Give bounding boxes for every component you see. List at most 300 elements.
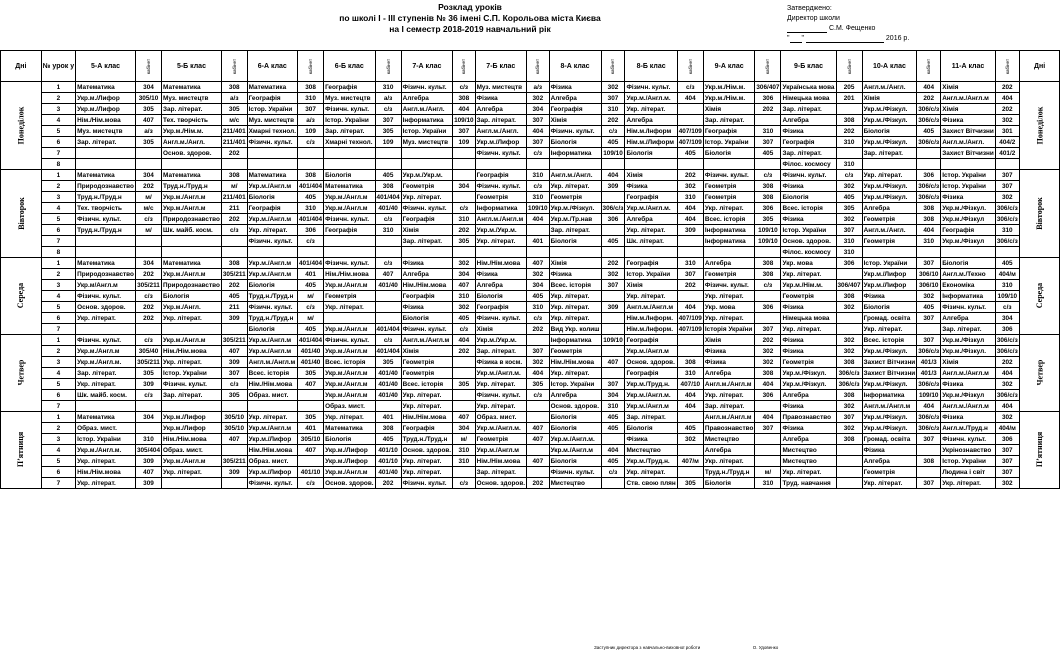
subject-cell: Укр. літерат.: [862, 478, 917, 489]
room-cell: 109/10: [601, 148, 625, 159]
room-cell: 401/40: [375, 390, 401, 401]
room-cell: 407/109: [678, 138, 702, 146]
subject-cell: Інформатика: [862, 390, 917, 401]
room-cell: 202: [601, 258, 625, 269]
subject-cell: Укр.м./Англ.м: [324, 324, 375, 335]
room-cell: 304: [135, 82, 161, 93]
subject-cell: Укр.м./Фізкул.: [862, 379, 917, 390]
room-cell: 109/10: [601, 335, 625, 346]
subject-cell: Фізика: [781, 423, 836, 434]
subject-cell: Фізика: [781, 181, 836, 192]
room-cell: 306/с/з: [918, 138, 940, 146]
day-label-right: [1019, 335, 1060, 412]
room-cell: 305: [375, 357, 401, 368]
subject-cell: Тех. творчість: [76, 203, 136, 214]
room-cell: 407: [221, 346, 247, 357]
subject-cell: Алгебра: [401, 269, 452, 280]
day-name: Четвер: [1035, 359, 1045, 386]
room-cell: 401/40: [375, 368, 401, 379]
subject-cell: Біологія: [862, 302, 917, 313]
subject-cell: Нім./Нім.мова: [475, 258, 526, 269]
room-cell: 305/404: [136, 446, 161, 454]
room-cell: 310: [527, 302, 550, 313]
subject-cell: Укр. літерат.: [401, 467, 452, 478]
subject-cell: [324, 247, 375, 258]
subject-cell: Англ.м./Англ.: [475, 126, 526, 137]
room-cell: 304: [453, 181, 476, 192]
room-cell: 307: [755, 324, 781, 335]
subject-cell: Всес. історія: [549, 280, 601, 291]
subject-cell: Інформатика: [549, 335, 601, 346]
subject-cell: Фізичн. культ.: [703, 170, 755, 181]
table-header-row: [1, 51, 1060, 82]
room-cell: с/з: [298, 478, 324, 489]
subject-cell: Англ.м./Англ.м: [703, 412, 755, 423]
room-cell: с/з: [527, 313, 550, 324]
subject-cell: Фізика в косм.: [475, 357, 526, 368]
room-cell: 404/м: [995, 269, 1019, 280]
subject-cell: Зар. літерат.: [781, 104, 836, 115]
lesson-number: 7: [41, 236, 75, 247]
room-cell: 308: [836, 115, 862, 126]
room-cell: 310: [601, 401, 625, 412]
room-cell: 405: [453, 313, 476, 324]
subject-cell: Укр. літерат.: [781, 269, 836, 280]
room-cell: 310: [677, 192, 703, 203]
subject-cell: Всес. історія: [401, 379, 452, 390]
room-cell: 307: [917, 434, 941, 445]
table-row: [1, 368, 1060, 379]
subject-cell: Труд.н./Труд.н: [162, 181, 222, 192]
subject-cell: [162, 159, 222, 170]
subject-cell: Укр. літерат.: [475, 236, 526, 247]
subject-cell: Укр.м./Фізкул.: [549, 203, 601, 214]
class-header: 5-А клас: [76, 51, 136, 82]
subject-cell: Зар. літерат.: [475, 346, 526, 357]
class-header: 11-А клас: [941, 51, 996, 82]
room-cell: 309: [221, 467, 247, 478]
room-cell: 407: [453, 412, 476, 423]
subject-cell: Основ. здоров.: [162, 148, 222, 159]
subject-cell: Укр. літерат.: [549, 368, 601, 379]
subject-cell: Істор. України: [162, 368, 222, 379]
table-row: [1, 126, 1060, 137]
subject-cell: Зар. літерат.: [401, 236, 452, 247]
room-cell: 309: [135, 478, 161, 489]
room-cell: 407/109: [678, 127, 702, 135]
subject-cell: Укр.м./Фізкул.: [941, 346, 996, 357]
room-header-label: кабінет: [846, 58, 852, 74]
subject-cell: Фізика: [401, 258, 452, 269]
subject-cell: Укр. літерат.: [703, 390, 755, 401]
room-cell: 302: [995, 412, 1019, 423]
subject-cell: Укр.м./Англ.м.: [475, 368, 526, 379]
subject-cell: Природознавство: [163, 281, 220, 289]
subject-cell: Фізичн. культ.: [76, 214, 136, 225]
subject-cell: Укр. літерат.: [703, 313, 755, 324]
room-cell: с/з: [527, 390, 550, 401]
subject-cell: Всес. історія: [703, 214, 755, 225]
room-cell: 301: [995, 126, 1019, 137]
subject-cell: Укр.м./Англ.м: [324, 467, 375, 478]
room-cell: [298, 247, 324, 258]
room-cell: 404: [995, 368, 1019, 379]
room-cell: 302: [453, 302, 476, 313]
subject-cell: Труд.н./Труд.н: [247, 313, 297, 324]
subject-cell: Геометрія: [401, 368, 452, 379]
room-cell: 202: [677, 280, 703, 291]
room-cell: а/з: [527, 82, 550, 93]
subject-cell: Укр.м./Англ.м: [324, 192, 375, 203]
room-cell: 202: [135, 302, 161, 313]
room-header: [221, 51, 247, 82]
room-cell: [601, 247, 625, 258]
room-cell: [375, 159, 401, 170]
subject-cell: Мистецтво: [781, 456, 836, 467]
subject-cell: Зар. літерат.: [475, 467, 526, 478]
room-cell: 401/404: [376, 325, 400, 333]
subject-cell: Громад. освіта: [862, 434, 917, 445]
subject-cell: Біологія: [401, 313, 452, 324]
room-cell: 202: [995, 357, 1019, 368]
room-cell: с/з: [453, 478, 476, 489]
subject-cell: Географія: [625, 192, 677, 203]
room-cell: 310: [677, 258, 703, 269]
room-cell: 307: [917, 478, 941, 489]
room-header-label: кабінет: [687, 58, 693, 74]
room-cell: 310: [453, 456, 476, 467]
room-cell: 205: [836, 82, 862, 93]
room-cell: м/с: [221, 115, 247, 126]
subject-cell: Біологія: [549, 412, 601, 423]
schedule-header: [0, 0, 1019, 50]
subject-cell: Алгебра: [549, 93, 601, 104]
room-cell: 202: [135, 313, 161, 324]
room-cell: 309: [601, 181, 625, 192]
room-cell: 306/с/з: [918, 193, 940, 201]
subject-cell: Нім.м./Інформ.: [625, 313, 677, 324]
subject-cell: Зар. літерат.: [625, 412, 677, 423]
table-row: [1, 445, 1060, 456]
subject-cell: Фізика: [862, 445, 917, 456]
subject-cell: Образ. мист.: [475, 412, 526, 423]
subject-cell: Істор. України: [862, 258, 917, 269]
room-cell: 308: [453, 93, 476, 104]
subject-cell: Нім./Нім.мова: [324, 269, 375, 280]
room-cell: 305: [755, 214, 781, 225]
subject-cell: Укр.м./Фізкул: [941, 214, 996, 225]
subject-cell: Фізичн. культ.: [324, 214, 375, 225]
day-label: [1, 335, 42, 412]
room-cell: 304: [135, 412, 161, 423]
subject-cell: Всес. історія: [862, 335, 917, 346]
room-cell: 405: [755, 148, 781, 159]
subject-cell: Укр.м./Фізкул.: [862, 181, 917, 192]
subject-cell: Укр.м./Англ.м: [324, 346, 375, 357]
room-cell: [221, 159, 247, 170]
room-cell: 202: [917, 93, 941, 104]
subject-cell: Фізика: [781, 401, 836, 412]
lesson-number: 4: [41, 203, 75, 214]
room-cell: 307: [527, 346, 550, 357]
table-row: [1, 478, 1060, 489]
subject-cell: Фізика: [781, 302, 836, 313]
subject-cell: Інформатика: [401, 115, 452, 126]
room-cell: 407/м: [677, 456, 703, 467]
room-cell: [677, 115, 703, 126]
lesson-number-header: № урок у: [41, 51, 75, 82]
room-cell: [453, 159, 476, 170]
subject-cell: Муз. мистецтв: [247, 115, 297, 126]
room-cell: 306: [917, 170, 941, 181]
room-cell: 310: [375, 82, 401, 93]
room-cell: 309: [601, 302, 625, 313]
class-header: 5-Б клас: [162, 51, 222, 82]
subject-cell: Зар. літерат.: [76, 137, 136, 148]
subject-cell: Математика: [76, 170, 136, 181]
subject-cell: Основ. здоров.: [76, 302, 136, 313]
room-cell: 305: [135, 104, 161, 115]
room-cell: с/з: [453, 324, 476, 335]
room-cell: 302: [836, 346, 862, 357]
subject-cell: Істор. України: [941, 456, 996, 467]
room-header-label: кабінет: [535, 58, 541, 74]
subject-cell: Укр.м./Англ.м: [247, 214, 297, 225]
subject-cell: Укр.м./Лифор: [76, 93, 136, 104]
subject-cell: Мистецтво: [781, 445, 836, 456]
room-cell: с/з: [135, 214, 161, 225]
subject-cell: Укр. літерат.: [401, 456, 452, 467]
room-cell: 407: [601, 357, 625, 368]
room-cell: [917, 445, 941, 456]
subject-cell: Фізичн. культ.: [781, 170, 836, 181]
table-row: [1, 280, 1060, 291]
room-cell: 304: [527, 104, 550, 115]
subject-cell: Англ.м./Англ.м: [625, 302, 677, 313]
subject-cell: Мистецтво: [625, 445, 677, 456]
subject-cell: Укр.м./Лифор: [324, 456, 375, 467]
room-cell: 308: [298, 170, 324, 181]
subject-cell: Укр. літерат.: [549, 291, 601, 302]
room-cell: с/з: [527, 181, 550, 192]
room-cell: 310: [995, 280, 1019, 291]
room-cell: 405: [601, 137, 625, 148]
room-cell: 310: [375, 225, 401, 236]
subject-cell: Фізичн. культ.: [703, 280, 755, 291]
room-cell: 310: [527, 192, 550, 203]
lesson-number: 2: [41, 423, 75, 434]
room-cell: 308: [755, 192, 781, 203]
room-cell: 310: [836, 247, 862, 258]
subject-cell: Фізичн. культ.: [941, 302, 996, 313]
room-cell: 202: [755, 335, 781, 346]
room-cell: 404: [601, 170, 625, 181]
subject-cell: Шк. літерат.: [625, 236, 677, 247]
room-cell: [527, 445, 550, 456]
subject-cell: Укр.м./Англ.м: [162, 192, 222, 203]
room-cell: [135, 159, 161, 170]
room-cell: 302: [836, 401, 862, 412]
room-cell: с/з: [375, 214, 401, 225]
room-cell: 407: [375, 269, 401, 280]
room-cell: 405: [298, 324, 324, 335]
subject-cell: Укр. літерат.: [703, 203, 755, 214]
subject-cell: [401, 159, 452, 170]
room-cell: [836, 313, 862, 324]
room-cell: [836, 104, 862, 115]
subject-cell: Укр.м./Англ.м.: [475, 423, 526, 434]
subject-cell: Геометрія: [401, 357, 452, 368]
room-cell: 310: [453, 445, 476, 456]
room-header: [135, 51, 161, 82]
room-cell: 302: [917, 291, 941, 302]
room-cell: [375, 236, 401, 247]
subject-cell: Нім.м./Лиформ: [625, 137, 677, 148]
subject-cell: Нім./Нім.мова: [76, 115, 136, 126]
room-cell: 405: [601, 412, 625, 423]
subject-cell: Укр. літерат.: [162, 357, 222, 368]
subject-cell: Захист Вітчизни: [942, 127, 994, 135]
subject-cell: Хімія: [703, 335, 755, 346]
subject-cell: Географія: [625, 258, 677, 269]
subject-cell: Образ. мист.: [324, 401, 375, 412]
lesson-number: 2: [41, 269, 75, 280]
subject-cell: Англ.м./Труд.н: [941, 423, 996, 434]
room-header: [375, 51, 401, 82]
subject-cell: Істор. України: [549, 379, 601, 390]
room-cell: 302: [601, 82, 625, 93]
subject-cell: Фізичн. культ.: [247, 137, 297, 148]
subject-cell: Біологія: [549, 456, 601, 467]
class-header: 9-А клас: [703, 51, 755, 82]
subject-cell: Фізичн. культ.: [76, 335, 136, 346]
room-cell: 109/10: [755, 225, 781, 236]
room-cell: 307: [755, 423, 781, 434]
room-cell: 308: [221, 82, 247, 93]
table-row: [1, 324, 1060, 335]
room-cell: 307: [836, 225, 862, 236]
lesson-number: 6: [41, 137, 75, 148]
room-cell: [375, 291, 401, 302]
lesson-number: 6: [41, 390, 75, 401]
room-cell: [135, 247, 161, 258]
room-cell: 308: [917, 456, 941, 467]
room-cell: 308: [755, 368, 781, 379]
room-cell: 202: [375, 478, 401, 489]
room-cell: 405: [375, 170, 401, 181]
subject-cell: Істор. України: [941, 181, 996, 192]
room-cell: [677, 467, 703, 478]
subject-cell: Зар. літерат.: [703, 401, 755, 412]
subject-cell: Істор. України: [941, 170, 996, 181]
room-cell: 310: [527, 170, 550, 181]
subject-cell: Укр.м./Англ.м: [549, 445, 601, 456]
class-header: 6-А клас: [247, 51, 297, 82]
subject-cell: [324, 313, 375, 324]
room-cell: с/з: [601, 126, 625, 137]
room-cell: 304: [453, 423, 476, 434]
class-header: 8-А клас: [549, 51, 601, 82]
room-cell: 401/404: [376, 193, 400, 201]
table-row: [1, 467, 1060, 478]
room-cell: 309: [135, 379, 161, 390]
room-cell: [917, 324, 941, 335]
room-cell: 308: [917, 203, 941, 214]
room-cell: 306: [601, 214, 625, 225]
room-cell: 309: [221, 313, 247, 324]
room-cell: с/з: [298, 302, 324, 313]
subject-cell: Людина і світ: [941, 467, 996, 478]
room-cell: [527, 159, 550, 170]
subject-cell: Біологія: [247, 324, 297, 335]
subject-cell: Фізичн. культ.: [549, 467, 601, 478]
room-cell: 306/с/з: [918, 347, 940, 355]
room-cell: [601, 324, 625, 335]
room-cell: 306/с/з: [996, 347, 1018, 355]
table-row: [1, 269, 1060, 280]
subject-cell: [324, 159, 375, 170]
room-cell: 407: [527, 456, 550, 467]
room-cell: с/з: [375, 104, 401, 115]
subject-cell: Алгебра: [475, 280, 526, 291]
table-row: [1, 225, 1060, 236]
room-cell: 109/10: [454, 116, 474, 124]
room-cell: [527, 467, 550, 478]
subject-cell: Фізика: [625, 434, 677, 445]
day-label-right: [1019, 170, 1060, 258]
subject-cell: Українська мова: [782, 83, 835, 91]
room-cell: 305: [527, 379, 550, 390]
room-cell: 307: [298, 104, 324, 115]
room-cell: 307: [917, 335, 941, 346]
room-cell: [836, 269, 862, 280]
class-header: 8-Б клас: [625, 51, 677, 82]
room-cell: 404: [917, 225, 941, 236]
subject-cell: Укр.м./Лифор: [162, 423, 222, 434]
room-cell: 310: [677, 368, 703, 379]
room-cell: [836, 324, 862, 335]
room-cell: 211/401: [222, 138, 246, 146]
room-cell: с/з: [836, 170, 862, 181]
table-row: [1, 159, 1060, 170]
subject-cell: [703, 247, 755, 258]
room-header: [453, 51, 476, 82]
room-cell: [917, 148, 941, 159]
room-cell: 405: [601, 236, 625, 247]
subject-cell: Фізичн. культ.: [625, 82, 677, 93]
day-label-right: [1019, 82, 1060, 170]
table-row: [1, 357, 1060, 368]
room-cell: с/з: [601, 467, 625, 478]
room-cell: 310: [298, 93, 324, 104]
room-cell: м/: [298, 291, 324, 302]
room-cell: 202: [221, 214, 247, 225]
room-cell: [836, 456, 862, 467]
room-cell: 306: [755, 390, 781, 401]
room-cell: с/з: [135, 291, 161, 302]
room-cell: 306/с/з: [996, 391, 1018, 399]
subject-cell: [401, 148, 452, 159]
subject-cell: Біологія: [247, 192, 297, 203]
table-row: [1, 291, 1060, 302]
room-cell: 305/211: [137, 281, 160, 289]
room-cell: [677, 412, 703, 423]
subject-cell: Англ.м./Англ.м: [941, 93, 996, 104]
room-cell: 304: [135, 258, 161, 269]
subject-cell: Англ.м./Англ.м: [941, 368, 996, 379]
subject-cell: Укр. літерат.: [76, 379, 136, 390]
room-cell: [453, 170, 476, 181]
